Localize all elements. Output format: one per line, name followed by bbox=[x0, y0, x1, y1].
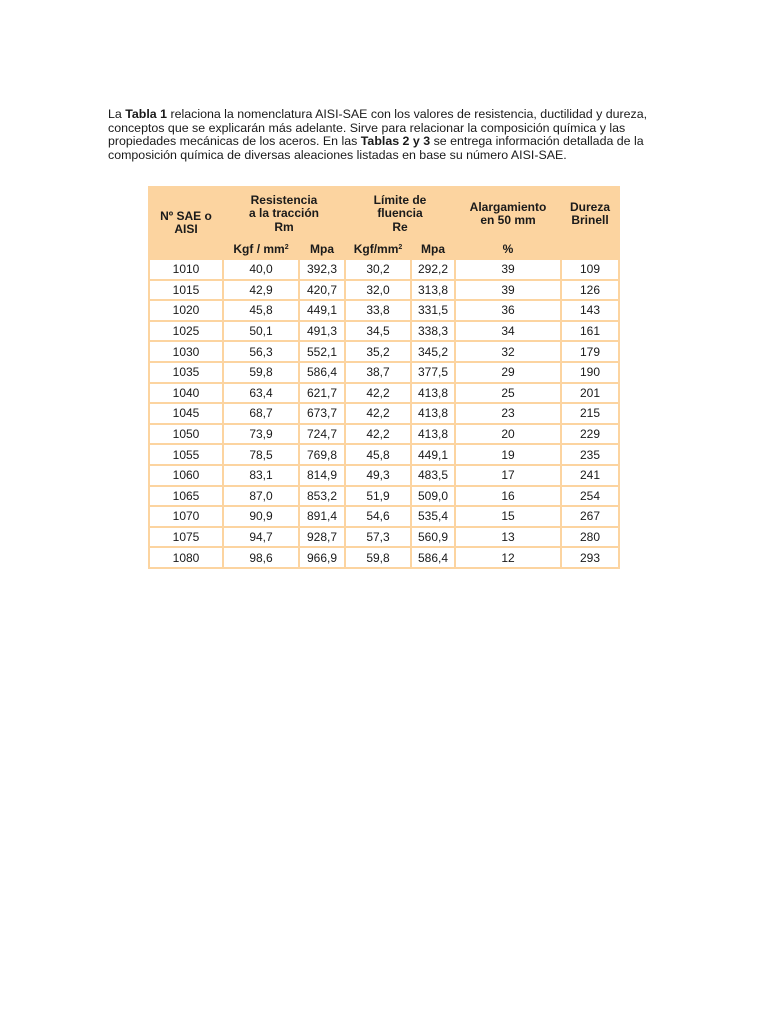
cell-re-mpa: 338,3 bbox=[412, 322, 454, 341]
cell-rm-mpa: 621,7 bbox=[300, 384, 344, 403]
cell-re-mpa: 586,4 bbox=[412, 548, 454, 567]
cell-re-kgf: 34,5 bbox=[346, 322, 410, 341]
cell-dureza: 161 bbox=[562, 322, 618, 341]
table-row bbox=[150, 384, 618, 403]
cell-rm-kgf: 45,8 bbox=[224, 301, 298, 320]
unit-re-kgf: Kgf/$mm^2$ bbox=[346, 242, 410, 258]
cell-sae-number: 1060 bbox=[150, 466, 222, 485]
cell-re-mpa: 331,5 bbox=[412, 301, 454, 320]
unit-rm-mpa: Mpa bbox=[300, 242, 344, 258]
intro-text-1: La bbox=[108, 107, 126, 121]
cell-sae-number: 1015 bbox=[150, 281, 222, 300]
cell-re-mpa: 413,8 bbox=[412, 425, 454, 444]
table-row bbox=[150, 363, 618, 382]
cell-sae-number: 1035 bbox=[150, 363, 222, 382]
cell-re-mpa: 560,9 bbox=[412, 528, 454, 547]
cell-dureza: 229 bbox=[562, 425, 618, 444]
cell-re-kgf: 42,2 bbox=[346, 425, 410, 444]
cell-rm-kgf: 87,0 bbox=[224, 487, 298, 506]
cell-dureza: 143 bbox=[562, 301, 618, 320]
cell-re-mpa: 377,5 bbox=[412, 363, 454, 382]
cell-rm-mpa: 928,7 bbox=[300, 528, 344, 547]
table-row bbox=[150, 404, 618, 423]
cell-rm-kgf: 73,9 bbox=[224, 425, 298, 444]
unit-rm-kgf: Kgf / $mm^2$ bbox=[224, 242, 298, 258]
cell-rm-mpa: 891,4 bbox=[300, 507, 344, 526]
cell-re-mpa: 483,5 bbox=[412, 466, 454, 485]
cell-rm-mpa: 673,7 bbox=[300, 404, 344, 423]
cell-rm-kgf: 56,3 bbox=[224, 342, 298, 361]
cell-sae-number: 1080 bbox=[150, 548, 222, 567]
cell-rm-mpa: 966,9 bbox=[300, 548, 344, 567]
cell-alargamiento: 23 bbox=[456, 404, 560, 423]
cell-rm-mpa: 586,4 bbox=[300, 363, 344, 382]
cell-re-mpa: 449,1 bbox=[412, 445, 454, 464]
cell-sae-number: 1010 bbox=[150, 260, 222, 279]
cell-re-mpa: 292,2 bbox=[412, 260, 454, 279]
cell-alargamiento: 29 bbox=[456, 363, 560, 382]
cell-re-kgf: 30,2 bbox=[346, 260, 410, 279]
cell-rm-kgf: 59,8 bbox=[224, 363, 298, 382]
cell-rm-kgf: 94,7 bbox=[224, 528, 298, 547]
cell-sae-number: 1025 bbox=[150, 322, 222, 341]
table-row bbox=[150, 528, 618, 547]
cell-rm-kgf: 78,5 bbox=[224, 445, 298, 464]
cell-rm-kgf: 42,9 bbox=[224, 281, 298, 300]
unit-re-mpa: Mpa bbox=[412, 242, 454, 258]
cell-dureza: 201 bbox=[562, 384, 618, 403]
cell-re-mpa: 509,0 bbox=[412, 487, 454, 506]
cell-alargamiento: 32 bbox=[456, 342, 560, 361]
cell-alargamiento: 13 bbox=[456, 528, 560, 547]
cell-sae-number: 1020 bbox=[150, 301, 222, 320]
cell-alargamiento: 25 bbox=[456, 384, 560, 403]
cell-alargamiento: 39 bbox=[456, 260, 560, 279]
cell-dureza: 241 bbox=[562, 466, 618, 485]
cell-dureza: 267 bbox=[562, 507, 618, 526]
table-row bbox=[150, 548, 618, 567]
cell-rm-mpa: 724,7 bbox=[300, 425, 344, 444]
unit-alargamiento-percent: % bbox=[456, 242, 560, 258]
cell-re-kgf: 45,8 bbox=[346, 445, 410, 464]
cell-rm-kgf: 50,1 bbox=[224, 322, 298, 341]
cell-re-kgf: 51,9 bbox=[346, 487, 410, 506]
intro-text-3: se entrega información detallada de la composición química de diversas aleaciones listadas en base su número AISI-SAE. bbox=[108, 134, 644, 162]
cell-rm-mpa: 392,3 bbox=[300, 260, 344, 279]
cell-dureza: 280 bbox=[562, 528, 618, 547]
cell-rm-mpa: 491,3 bbox=[300, 322, 344, 341]
table-row bbox=[150, 301, 618, 320]
cell-sae-number: 1045 bbox=[150, 404, 222, 423]
cell-rm-mpa: 449,1 bbox=[300, 301, 344, 320]
cell-re-kgf: 59,8 bbox=[346, 548, 410, 567]
cell-re-mpa: 345,2 bbox=[412, 342, 454, 361]
table-row bbox=[150, 507, 618, 526]
cell-alargamiento: 34 bbox=[456, 322, 560, 341]
cell-rm-kgf: 83,1 bbox=[224, 466, 298, 485]
cell-re-mpa: 413,8 bbox=[412, 384, 454, 403]
cell-rm-kgf: 40,0 bbox=[224, 260, 298, 279]
table-row bbox=[150, 466, 618, 485]
table-row bbox=[150, 322, 618, 341]
cell-sae-number: 1050 bbox=[150, 425, 222, 444]
cell-re-kgf: 32,0 bbox=[346, 281, 410, 300]
unit-dureza-empty bbox=[562, 242, 618, 258]
cell-rm-kgf: 98,6 bbox=[224, 548, 298, 567]
cell-rm-kgf: 63,4 bbox=[224, 384, 298, 403]
cell-dureza: 215 bbox=[562, 404, 618, 423]
cell-dureza: 126 bbox=[562, 281, 618, 300]
cell-rm-mpa: 552,1 bbox=[300, 342, 344, 361]
table-row bbox=[150, 425, 618, 444]
cell-alargamiento: 15 bbox=[456, 507, 560, 526]
header-alargamiento: Alargamiento en 50 mm bbox=[456, 188, 560, 240]
header-limite-fluencia: Límite de fluencia Re bbox=[346, 188, 454, 240]
cell-alargamiento: 36 bbox=[456, 301, 560, 320]
header-resistencia: Resistencia a la tracción Rm bbox=[224, 188, 344, 240]
steel-properties-table-container bbox=[148, 186, 620, 569]
cell-rm-kgf: 68,7 bbox=[224, 404, 298, 423]
cell-re-kgf: 33,8 bbox=[346, 301, 410, 320]
cell-rm-mpa: 814,9 bbox=[300, 466, 344, 485]
cell-re-kgf: 38,7 bbox=[346, 363, 410, 382]
cell-re-kgf: 35,2 bbox=[346, 342, 410, 361]
cell-dureza: 179 bbox=[562, 342, 618, 361]
cell-re-mpa: 313,8 bbox=[412, 281, 454, 300]
cell-sae-number: 1030 bbox=[150, 342, 222, 361]
cell-re-kgf: 49,3 bbox=[346, 466, 410, 485]
cell-alargamiento: 19 bbox=[456, 445, 560, 464]
table-row bbox=[150, 342, 618, 361]
table-row bbox=[150, 487, 618, 506]
cell-rm-mpa: 853,2 bbox=[300, 487, 344, 506]
table-body bbox=[150, 260, 618, 567]
intro-paragraph bbox=[108, 108, 668, 162]
intro-text-2: relaciona la nomenclatura AISI-SAE con los valores de resistencia, ductilidad y dureza, conceptos que se explicarán más adelante. Sirve para relacionar la composición química y las propiedades mecánicas de los aceros. En las bbox=[108, 107, 648, 149]
cell-alargamiento: 12 bbox=[456, 548, 560, 567]
cell-sae-number: 1070 bbox=[150, 507, 222, 526]
table-row bbox=[150, 260, 618, 279]
cell-re-kgf: 42,2 bbox=[346, 404, 410, 423]
cell-dureza: 109 bbox=[562, 260, 618, 279]
cell-re-kgf: 54,6 bbox=[346, 507, 410, 526]
table-row bbox=[150, 281, 618, 300]
cell-sae-number: 1075 bbox=[150, 528, 222, 547]
intro-bold-tablas-2-3: Tablas 2 y 3 bbox=[360, 134, 431, 149]
cell-re-mpa: 535,4 bbox=[412, 507, 454, 526]
cell-alargamiento: 16 bbox=[456, 487, 560, 506]
intro-bold-tabla-1: Tabla 1 bbox=[125, 107, 168, 121]
cell-sae-number: 1040 bbox=[150, 384, 222, 403]
table-row bbox=[150, 445, 618, 464]
cell-dureza: 254 bbox=[562, 487, 618, 506]
cell-alargamiento: 17 bbox=[456, 466, 560, 485]
cell-rm-kgf: 90,9 bbox=[224, 507, 298, 526]
cell-re-kgf: 42,2 bbox=[346, 384, 410, 403]
cell-alargamiento: 20 bbox=[456, 425, 560, 444]
cell-dureza: 293 bbox=[562, 548, 618, 567]
cell-re-kgf: 57,3 bbox=[346, 528, 410, 547]
cell-re-mpa: 413,8 bbox=[412, 404, 454, 423]
cell-dureza: 235 bbox=[562, 445, 618, 464]
cell-dureza: 190 bbox=[562, 363, 618, 382]
cell-rm-mpa: 420,7 bbox=[300, 281, 344, 300]
cell-alargamiento: 39 bbox=[456, 281, 560, 300]
steel-properties-table bbox=[148, 186, 620, 569]
cell-rm-mpa: 769,8 bbox=[300, 445, 344, 464]
cell-sae-number: 1065 bbox=[150, 487, 222, 506]
header-dureza-brinell: Dureza Brinell bbox=[562, 188, 618, 240]
header-sae-aisi: Nº SAE o AISI bbox=[150, 188, 222, 258]
cell-sae-number: 1055 bbox=[150, 445, 222, 464]
